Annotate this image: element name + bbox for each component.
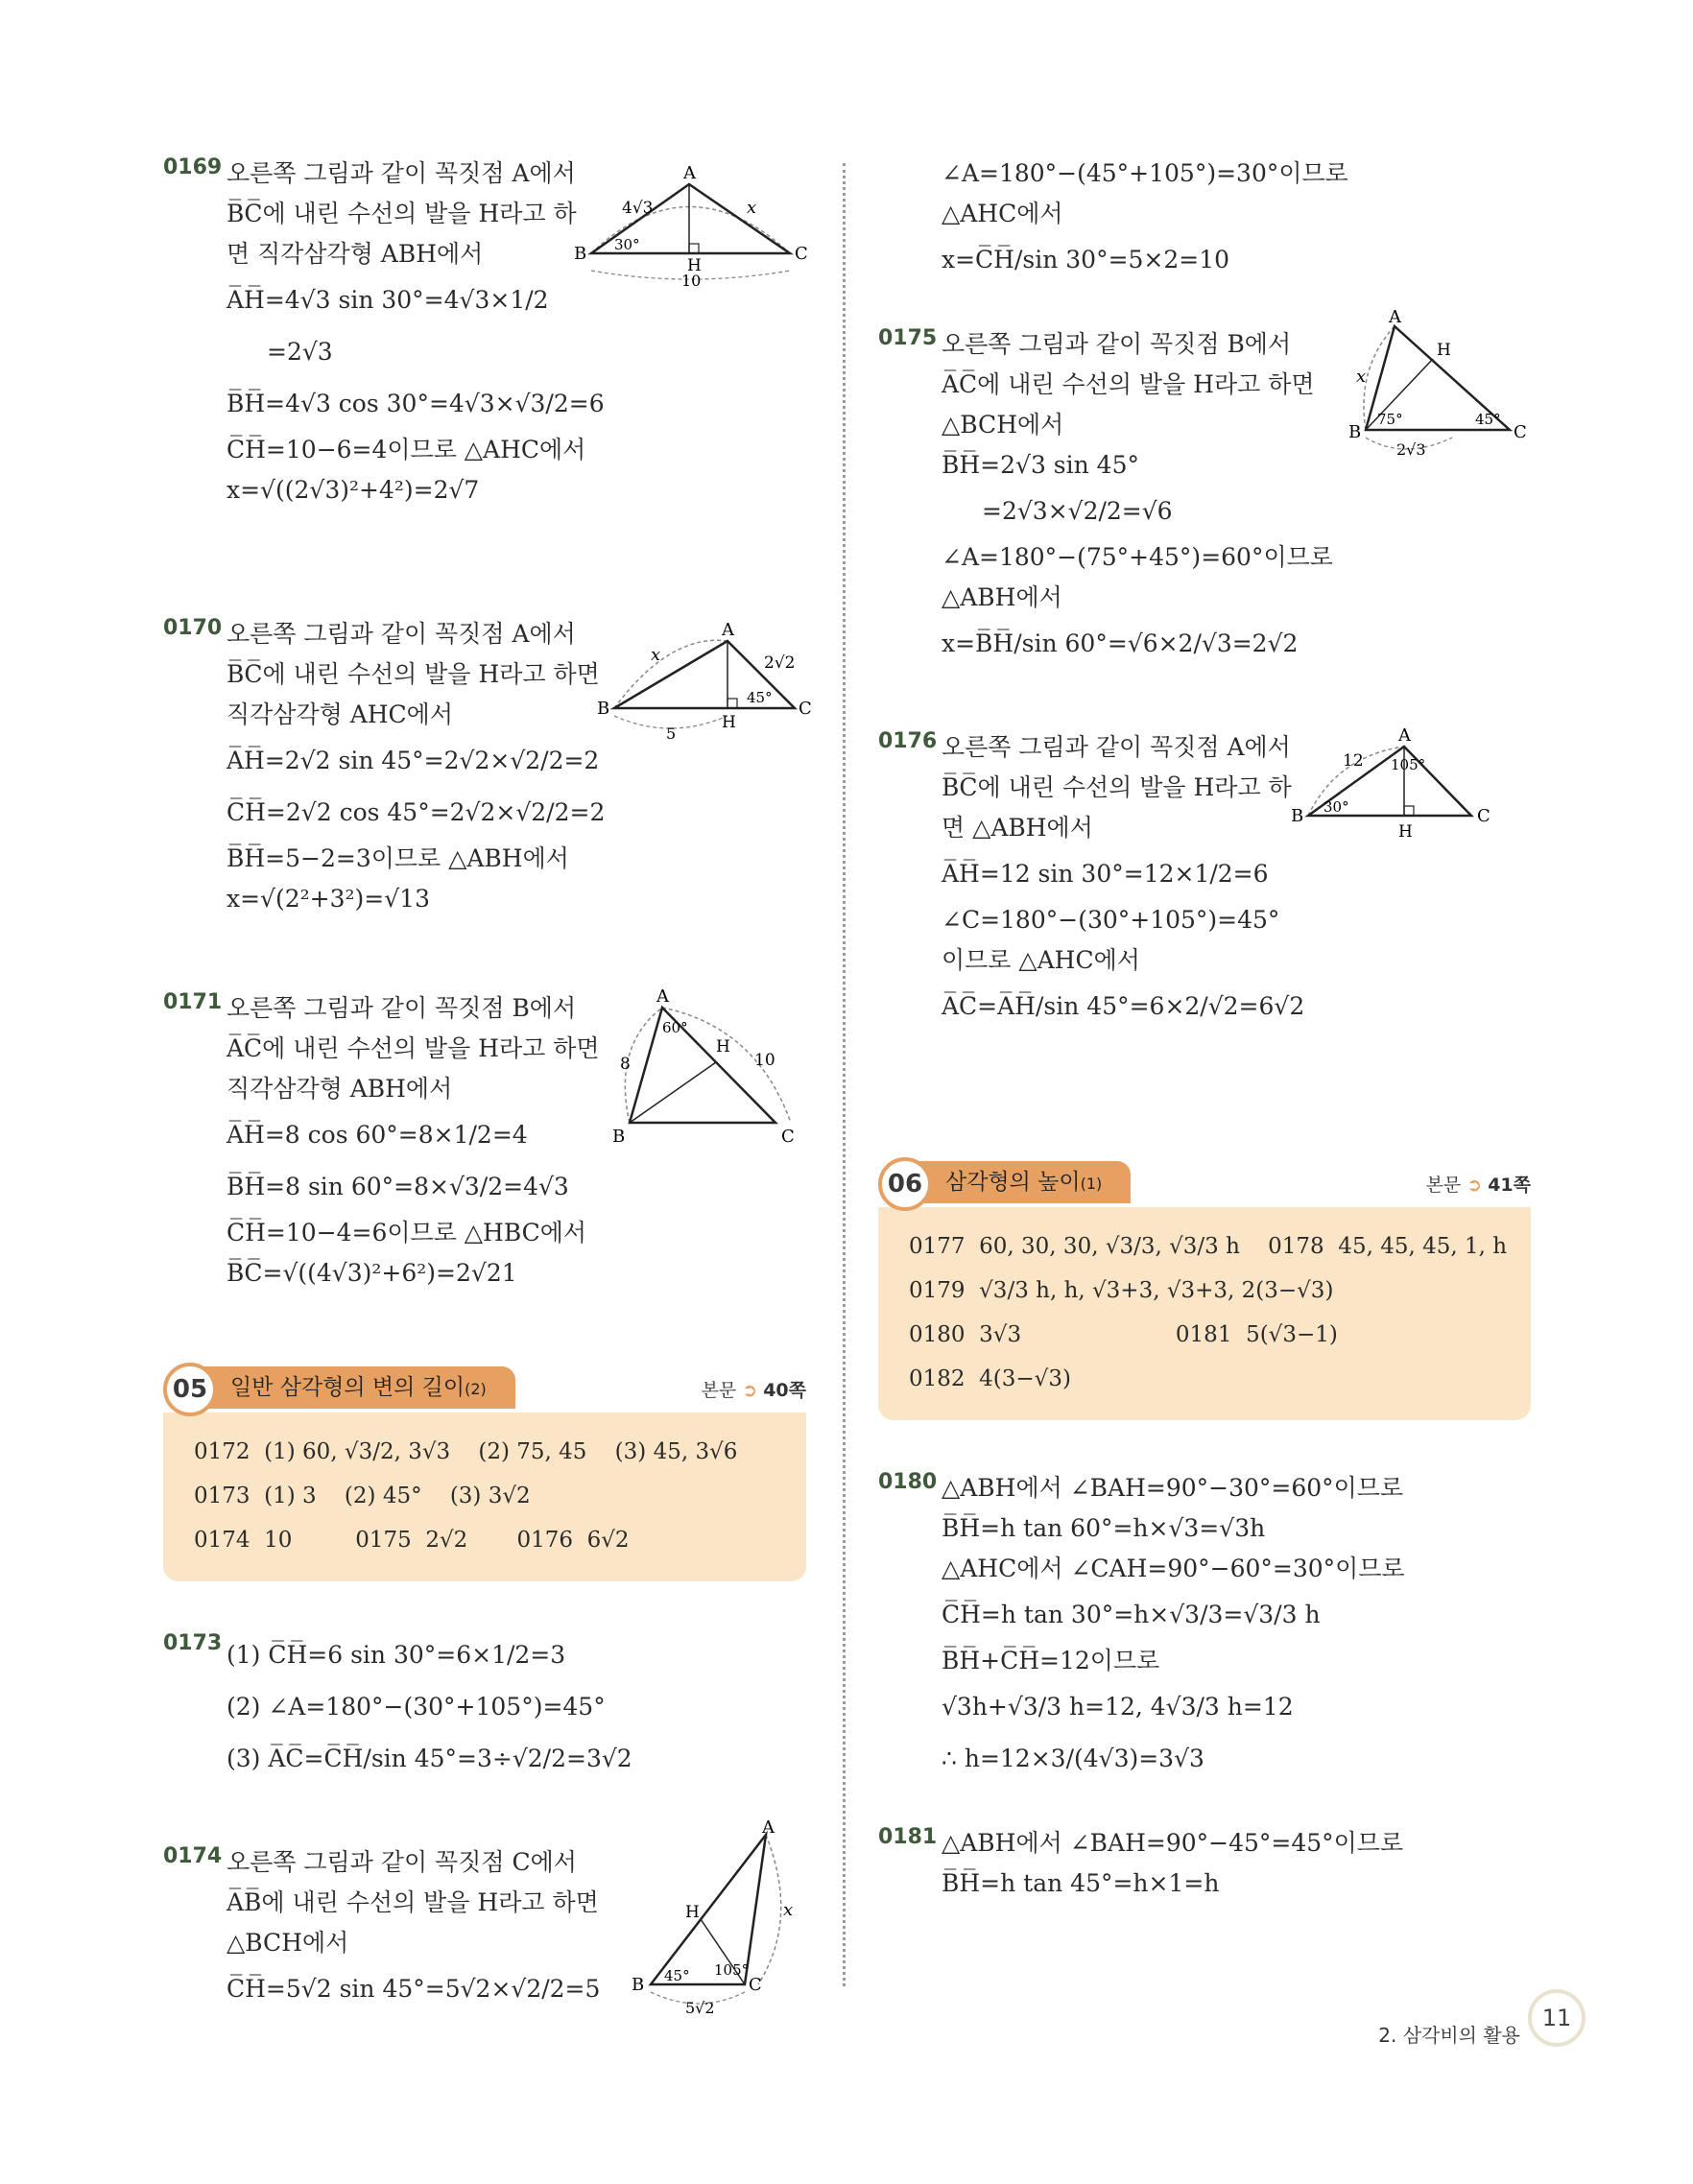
text-line: B̅C̅에 내린 수선의 발을 H라고 하 — [227, 200, 577, 227]
text-line: 오른쪽 그림과 같이 꼭짓점 B에서 — [227, 994, 577, 1022]
label-C: C — [1477, 806, 1490, 826]
text-line: 오른쪽 그림과 같이 꼭짓점 A에서 — [227, 159, 576, 187]
box-header — [878, 1157, 1531, 1207]
section-number-badge: 05 — [163, 1363, 217, 1416]
section-title-text: 일반 삼각형의 변의 길이 — [230, 1375, 465, 1400]
triangle-figure-0176 — [1279, 727, 1529, 852]
label-C: C — [749, 1975, 762, 1995]
text-line: 오른쪽 그림과 같이 꼭짓점 A에서 — [227, 620, 576, 648]
text-line: △BCH에서 — [227, 1929, 349, 1957]
page-reference — [1426, 1171, 1531, 1197]
label-x: x — [783, 1900, 794, 1920]
equation: B̅H̅=2√3 sin 45° — [942, 451, 1139, 479]
section-number-badge: 06 — [878, 1157, 932, 1211]
text-line: △AHC에서 — [942, 200, 1063, 227]
box-header — [163, 1363, 806, 1412]
text-line: 면 직각삼각형 ABH에서 — [227, 240, 484, 268]
text-line: △ABH에서 ∠BAH=90°−45°=45°이므로 — [942, 1829, 1404, 1857]
problem-number: 0171 — [163, 990, 223, 1014]
right-angle-mark — [727, 699, 737, 708]
label-B: B — [574, 244, 587, 264]
triangle-figure-0174 — [632, 1817, 804, 2025]
answer-row: 0174 10 0175 2√2 0176 6√2 — [194, 1528, 630, 1553]
label-C: C — [1514, 422, 1527, 442]
section-title — [192, 1366, 515, 1409]
answer-row: 0172 (1) 60, √3/2, 3√3 (2) 75, 45 (3) 45, 3√6 — [194, 1439, 738, 1464]
problem-0169 — [163, 154, 806, 557]
answer-row: 0177 60, 30, 30, √3/3, √3/3 h 0178 45, 45, 45, 1, h — [909, 1234, 1508, 1259]
text-line: △ABH에서 ∠BAH=90°−30°=60°이므로 — [942, 1474, 1404, 1502]
equation: B̅H̅=8 sin 60°=8×√3/2=4√3 — [227, 1173, 569, 1200]
problem-number: 0175 — [878, 326, 938, 350]
equation: B̅H̅=h tan 45°=h×1=h — [942, 1869, 1220, 1897]
label-H: H — [1398, 822, 1413, 842]
answer-list — [163, 1412, 806, 1581]
text-line: A̅B̅에 내린 수선의 발을 H라고 하면 — [227, 1888, 599, 1916]
equation: x=√(2²+3²)=√13 — [227, 885, 430, 913]
problem-number: 0173 — [163, 1631, 223, 1655]
label-angle: 60° — [662, 1019, 688, 1036]
label-C: C — [799, 699, 812, 719]
text-line: 오른쪽 그림과 같이 꼭짓점 C에서 — [227, 1848, 577, 1876]
text-line: 오른쪽 그림과 같이 꼭짓점 A에서 — [942, 733, 1291, 761]
label-angle-2: 105° — [1391, 756, 1426, 773]
label-side: 4√3 — [622, 199, 654, 218]
label-base: 5√2 — [685, 1999, 715, 2017]
equation: A̅H̅=2√2 sin 45°=2√2×√2/2=2 — [227, 747, 600, 774]
problem-0171 — [163, 988, 806, 1305]
text-line: △BCH에서 — [942, 411, 1064, 439]
text-line: 직각삼각형 ABH에서 — [227, 1075, 453, 1103]
answer-row: 0179 √3/3 h, h, √3+3, √3+3, 2(3−√3) — [909, 1278, 1334, 1303]
text-line: B̅C̅에 내린 수선의 발을 H라고 하 — [942, 773, 1292, 801]
text-line: 직각삼각형 AHC에서 — [227, 700, 453, 728]
section-title — [907, 1161, 1131, 1203]
equation: x=C̅H̅/sin 30°=5×2=10 — [942, 246, 1230, 273]
text-line: 오른쪽 그림과 같이 꼭짓점 B에서 — [942, 330, 1292, 358]
label-H: H — [716, 1037, 730, 1056]
equation: ∴ h=12×3/(4√3)=3√3 — [942, 1745, 1204, 1772]
equation: C̅H̅=h tan 30°=h×√3/3=√3/3 h — [942, 1601, 1321, 1628]
section-title-sub: (2) — [465, 1380, 487, 1398]
triangle-figure-0171 — [603, 988, 804, 1151]
section-title-sub: (1) — [1080, 1175, 1103, 1193]
text-line: △AHC에서 ∠CAH=90°−60°=30°이므로 — [942, 1555, 1405, 1582]
label-x: x — [651, 645, 661, 665]
label-side: 12 — [1343, 751, 1364, 771]
label-A: A — [722, 620, 734, 640]
label-B: B — [597, 699, 610, 719]
equation: x=√((2√3)²+4²)=2√7 — [227, 476, 480, 504]
text-line: B̅H̅+C̅H̅=12이므로 — [942, 1647, 1160, 1674]
problem-0175 — [878, 307, 1531, 670]
problem-number: 0176 — [878, 729, 938, 753]
label-A: A — [1389, 307, 1401, 327]
right-angle-mark — [1404, 806, 1414, 816]
text-line: A̅C̅에 내린 수선의 발을 H라고 하면 — [227, 1034, 600, 1062]
label-H: H — [687, 256, 702, 275]
right-angle-mark — [689, 244, 699, 253]
equation: A̅H̅=8 cos 60°=8×1/2=4 — [227, 1121, 528, 1149]
problem-number: 0170 — [163, 616, 223, 640]
problem-0174 — [163, 1817, 806, 2034]
label-angle-2: 45° — [1475, 411, 1501, 428]
label-angle-1: 45° — [664, 1967, 690, 1984]
label-C: C — [781, 1127, 795, 1147]
label-angle: 30° — [614, 236, 640, 253]
label-side-2: 10 — [754, 1051, 775, 1070]
equation: x=B̅H̅/sin 60°=√6×2/√3=2√2 — [942, 629, 1299, 657]
equation: A̅H̅=12 sin 30°=12×1/2=6 — [942, 860, 1269, 888]
problem-0180 — [878, 1468, 1531, 1785]
ref-label: 본문 — [1425, 1175, 1462, 1196]
label-angle-1: 30° — [1323, 798, 1349, 816]
label-x: x — [747, 198, 757, 218]
label-C: C — [795, 244, 808, 264]
equation: C̅H̅=5√2 sin 45°=5√2×√2/2=5 — [227, 1975, 601, 2003]
arrow-circle-icon: ➲ — [1466, 1175, 1483, 1196]
label-A: A — [1398, 725, 1411, 746]
label-A: A — [762, 1817, 775, 1838]
section-title-text: 삼각형의 높이 — [945, 1170, 1081, 1195]
equation: C̅H̅=2√2 cos 45°=2√2×√2/2=2 — [227, 798, 606, 826]
label-B: B — [1291, 806, 1304, 826]
equation: B̅C̅=√((4√3)²+6²)=2√21 — [227, 1259, 517, 1287]
text-line: B̅H̅=5−2=3이므로 △ABH에서 — [227, 844, 569, 872]
equation: B̅H̅=4√3 cos 30°=4√3×√3/2=6 — [227, 390, 605, 417]
label-x: x — [1356, 367, 1367, 387]
text-line: △ABH에서 — [942, 583, 1062, 611]
problem-0174-continued — [878, 154, 1531, 286]
text-line: A̅C̅에 내린 수선의 발을 H라고 하면 — [942, 370, 1315, 398]
label-angle-2: 105° — [714, 1961, 750, 1979]
answer-row: 0180 3√3 0181 5(√3−1) — [909, 1322, 1338, 1347]
text-line: C̅H̅=10−4=6이므로 △HBC에서 — [227, 1219, 587, 1246]
label-base: 5 — [666, 724, 677, 743]
equation: (2) ∠A=180°−(30°+105°)=45° — [227, 1693, 606, 1721]
triangle-figure-0170 — [593, 620, 814, 748]
answer-row: 0182 4(3−√3) — [909, 1366, 1071, 1391]
label-H: H — [722, 713, 736, 732]
label-A: A — [656, 986, 669, 1007]
problem-0173 — [163, 1629, 806, 1785]
problem-number: 0181 — [878, 1825, 938, 1849]
text-line: C̅H̅=10−6=4이므로 △AHC에서 — [227, 436, 586, 463]
ref-page: 41쪽 — [1488, 1175, 1531, 1196]
label-B: B — [632, 1975, 645, 1995]
label-B: B — [1348, 422, 1362, 442]
equation: (3) A̅C̅=C̅H̅/sin 45°=3÷√2/2=3√2 — [227, 1745, 632, 1772]
label-H: H — [685, 1903, 700, 1922]
page-reference — [702, 1376, 806, 1402]
label-base: 2√3 — [1396, 440, 1426, 459]
arrow-circle-icon: ➲ — [742, 1380, 758, 1401]
label-A: A — [683, 163, 696, 183]
text-line: B̅C̅에 내린 수선의 발을 H라고 하면 — [227, 660, 600, 688]
answer-box-06 — [878, 1157, 1531, 1420]
label-H: H — [1437, 341, 1451, 360]
text-line: 이므로 △AHC에서 — [942, 946, 1140, 974]
problem-0170 — [163, 614, 812, 931]
triangle-figure-0175 — [1347, 307, 1529, 464]
equation: √3h+√3/3 h=12, 4√3/3 h=12 — [942, 1693, 1294, 1721]
ref-page: 40쪽 — [763, 1380, 806, 1401]
altitude — [630, 1062, 716, 1123]
equation: B̅H̅=h tan 60°=h×√3=√3h — [942, 1514, 1266, 1542]
problem-number: 0180 — [878, 1470, 938, 1494]
text-line: ∠C=180°−(30°+105°)=45° — [942, 906, 1280, 934]
problem-number: 0174 — [163, 1844, 223, 1868]
equation: (1) C̅H̅=6 sin 30°=6×1/2=3 — [227, 1641, 566, 1669]
label-base: 10 — [681, 272, 702, 290]
problem-0176 — [878, 727, 1531, 1033]
label-B: B — [612, 1127, 626, 1147]
text-line: ∠A=180°−(75°+45°)=60°이므로 — [942, 543, 1333, 571]
answer-list — [878, 1207, 1531, 1420]
left-column — [163, 154, 812, 2092]
label-angle-1: 75° — [1377, 411, 1403, 428]
answer-row: 0173 (1) 3 (2) 45° (3) 3√2 — [194, 1484, 531, 1508]
label-side: 2√2 — [764, 653, 796, 673]
triangle-figure-0169 — [574, 163, 808, 290]
ref-label: 본문 — [701, 1380, 737, 1401]
chapter-footer: 2. 삼각비의 활용 — [1378, 2024, 1520, 2047]
problem-0181 — [878, 1823, 1531, 1904]
answer-box-05 — [163, 1363, 806, 1581]
equation: A̅H̅=4√3 sin 30°=4√3×1/2 — [227, 286, 549, 314]
text-line: 면 △ABH에서 — [942, 814, 1093, 842]
equation: A̅C̅=A̅H̅/sin 45°=6×2/√2=6√2 — [942, 992, 1305, 1020]
column-divider — [843, 163, 846, 1986]
equation: =2√3×√2/2=√6 — [982, 497, 1173, 525]
label-angle: 45° — [747, 689, 773, 706]
text-line: ∠A=180°−(45°+105°)=30°이므로 — [942, 159, 1348, 187]
problem-number: 0169 — [163, 155, 223, 179]
right-column — [878, 154, 1531, 1961]
label-side: 8 — [620, 1055, 631, 1074]
equation: =2√3 — [267, 338, 333, 366]
page-number: 11 — [1528, 1989, 1586, 2047]
